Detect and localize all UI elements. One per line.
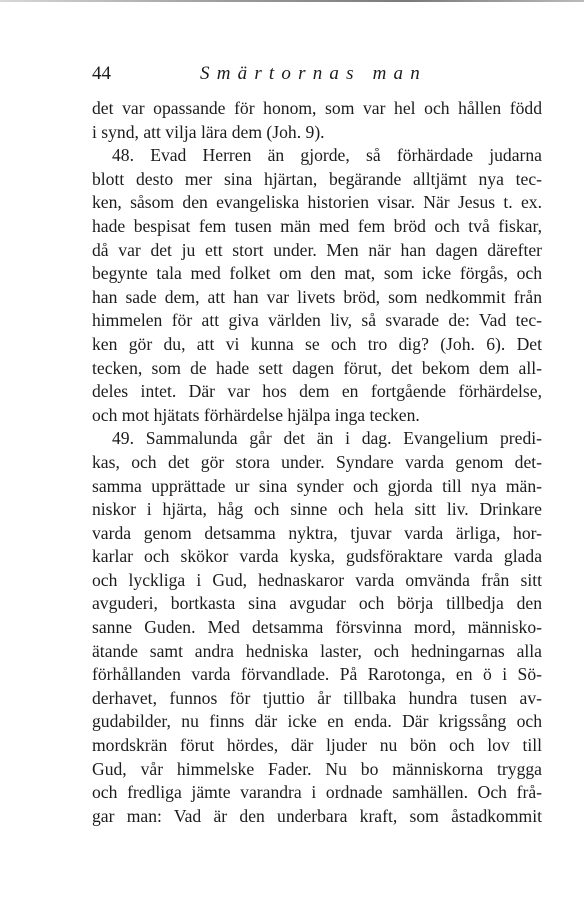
text-line: mordskrän förut hördes, där ljuder nu bön och lov till — [92, 735, 542, 756]
text-line: gar man: Vad är den underbara kraft, som åstadkommit — [92, 805, 542, 826]
text-line: varda genom detsamma nyktra, tjuvar varda ärliga, hor- — [92, 522, 542, 543]
text-line: sanne Guden. Med detsamma försvinna mord, människo- — [92, 617, 542, 638]
text-line: samma upprättade ur sina synder och gjorda till nya män- — [92, 475, 542, 496]
paragraph-49-first-line: 49. Sammalunda går det än i dag. Evangelium predi- — [112, 428, 542, 449]
text-line: karlar och skökor varda kyska, gudsföraktare varda glada — [92, 546, 542, 567]
text-line: hade bespisat fem tusen män med fem bröd och två fiskar, — [92, 215, 542, 236]
text-line: och lyckliga i Gud, hednaskaror varda omvända från sitt — [92, 569, 542, 590]
body-text — [92, 97, 542, 828]
text-line: blott desto mer sina hjärtan, begärande alltjämt nya tec- — [92, 168, 542, 189]
text-line: himmelen för att giva världen liv, så svarade de: Vad tec- — [92, 310, 542, 331]
running-title: Smärtornas man — [200, 63, 427, 84]
text-line: ken gör du, att vi kunna se och tro dig? (Joh. 6). Det — [92, 333, 542, 354]
text-line: avguderi, bortkasta sina avgudar och börja tillbedja den — [92, 593, 542, 614]
text-line: deles intet. Där var hos dem en fortgående förhärdelse, — [92, 381, 542, 402]
text-line: kas, och det gör stora under. Syndare varda genom det- — [92, 451, 542, 472]
text-line: då var det ju ett stort under. Men när han dagen därefter — [92, 239, 542, 260]
text-line: ken, såsom den evangeliska historien visar. När Jesus t. ex. — [92, 192, 542, 213]
text-line: niskor i hjärta, håg och sinne och hela sitt liv. Drinkare — [92, 499, 542, 520]
text-line: han sade dem, att han var livets bröd, som nedkommit från — [92, 286, 542, 307]
text-line: begynte tala med folket om den mat, som icke förgås, och — [92, 263, 542, 284]
text-line: det var opassande för honom, som var hel och hållen född — [92, 98, 542, 118]
text-line: Gud, vår himmelske Fader. Nu bo människorna trygga — [92, 758, 542, 779]
text-line: tecken, som de hade sett dagen förut, det bekom dem all- — [92, 357, 542, 378]
page-number: 44 — [92, 63, 111, 84]
scan-edge-rule — [0, 0, 584, 2]
paragraph-48-first-line: 48. Evad Herren än gjorde, så förhärdade judarna — [112, 145, 542, 166]
page-header — [92, 59, 542, 89]
text-line: förhållanden varda förvandlade. På Rarotonga, en ö i Sö- — [92, 664, 542, 685]
text-line: derhavet, funnos för tjuttio år tillbaka hundra tusen av- — [92, 687, 542, 708]
text-line: och fredliga jämte varandra i ordnade samhällen. Och frå- — [92, 782, 542, 803]
text-line: ätande samt andra hedniska laster, och hedningarnas alla — [92, 640, 542, 661]
text-line: i synd, att vilja lära dem (Joh. 9). — [92, 121, 325, 142]
text-line: gudabilder, nu finns där icke en enda. Där krigssång och — [92, 711, 542, 732]
text-line: och mot hjätats förhärdelse hjälpa inga tecken. — [92, 404, 420, 425]
